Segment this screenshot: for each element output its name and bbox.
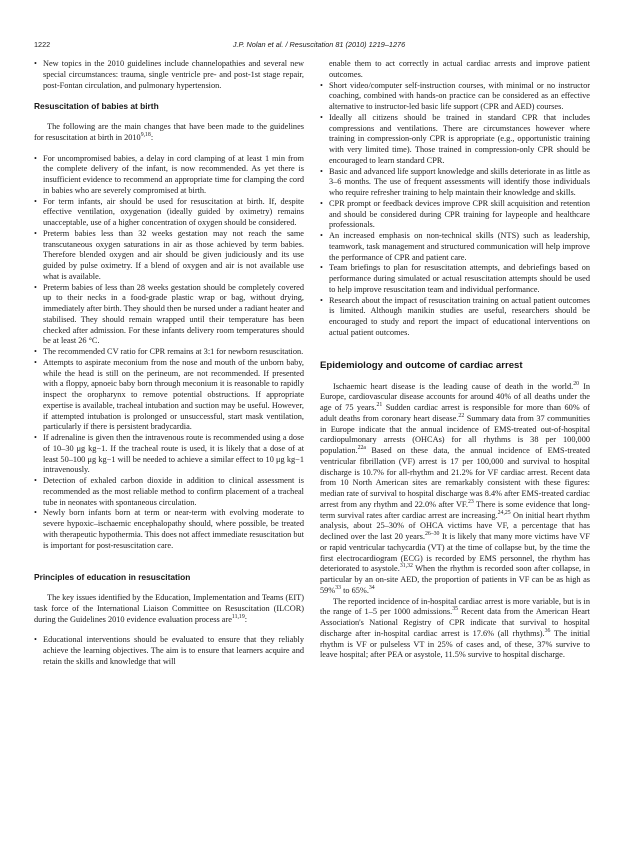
intro-list: [34, 59, 304, 91]
citation-ref: 34: [368, 584, 375, 591]
paragraph: The key issues identified by the Education, Implementation and Teams (EIT) task force of the International Liaison Committee on Resuscitation (ILCOR) during the Guidelines 2010 evidence evaluation process are$^{11,19}$:: [34, 593, 304, 624]
paragraph: Ischaemic heart disease is the leading cause of death in the world.$^{20}$ In Europe, cardiovascular disease accounts for around 40% of all deaths under the age of 75 years.$^{21}$ Sudden cardiac arrest is responsible for more than 60% of adult deaths from coronary heart disease.$^{22}$ Summary data from 37 communities in Europe indicate that the annual incidence of EMS-treated out-of-hospital cardiopulmonary arrests (OHCAs) for all rhythms is 38 per 100,000 population.$^{22a}$ Based on these data, the annual incidence of EMS-treated ventricular fibrillation (VF) arrest is 17 per 100,000 and survival to hospital discharge is 10.7% for all-rhythm and 21.2% for VF cardiac arrest. Recent data from 10 North American sites are remarkably consistent with these figures: median rate of survival to hospital discharge was 8.4% after EMS-treated cardiac arrest from any rhythm and 22.0% after VF.$^{23}$ There is some evidence that long-term survival rates after cardiac arrest are increasing.$^{24,25}$ On initial heart rhythm analysis, about 25–30% of OHCA victims have VF, a percentage that has declined over the last 20 years.$^{26-30}$ It is likely that many more victims have VF or rapid ventricular tachycardia (VT) at the time of collapse but, by the time the first electrocardiogram (ECG) is recorded by EMS personnel, the rhythm has deteriorated to asystole.$^{31,32}$ When the rhythm is recorded soon after collapse, in particular by an on-site AED, the proportion of patients in VF can be as high as 59%$^{33}$ to 65%.$^{34}$: [320, 380, 591, 595]
citation-ref: 23: [467, 498, 474, 505]
citation-ref: 9,18: [140, 131, 151, 138]
list-item: • Research about the impact of resuscitation training on actual patient outcomes is limited. Although manikin studies are useful, researchers should be encouraged to study and report the impact of educational interventions on actual patient outcomes.: [320, 296, 590, 339]
citation-ref: 36: [544, 627, 551, 634]
page-number: 1222: [34, 40, 51, 49]
left-column: [34, 59, 304, 668]
journal-reference: J.P. Nolan et al. / Resuscitation 81 (2010) 1219–1276: [232, 40, 406, 49]
citation-ref: 33: [335, 584, 342, 591]
list-item: • For uncompromised babies, a delay in cord clamping of at least 1 min from the complete delivery of the infant, is now recommended. As yet there is insufficient evidence to recommend an appropriate time for clamping the cord in babies who are severely compromised at birth.: [34, 154, 304, 197]
citation-ref: 24,25: [497, 509, 511, 516]
list-item: • Attempts to aspirate meconium from the nose and mouth of the unborn baby, while the head is still on the perineum, are not recommended. If presented with a floppy, apnoeic baby born through meconium it is reasonable to rapidly inspect the oropharynx to remove potential obstructions. If appropriate expertise is available, tracheal intubation and suction may be useful. However, if attempted intubation is prolonged or unsuccessful, start mask ventilation, particularly if there is persistent bradycardia.: [34, 358, 304, 433]
page-header: [34, 40, 604, 52]
list-item: • Educational interventions should be evaluated to ensure that they reliably achieve the learning objectives. The aim is to ensure that learners acquire and retain the skills and knowledge that will: [34, 635, 304, 667]
list-item: • Ideally all citizens should be trained in standard CPR that includes compressions and ventilations. There are circumstances however where training in compression-only CPR is appropriate (e.g., opportunistic training with very limited time). Those trained in compression-only CPR should be encouraged to learn standard CPR.: [320, 113, 590, 167]
citation-ref: 21: [376, 402, 383, 409]
list-item: • New topics in the 2010 guidelines include channelopathies and several new special circumstances: trauma, single ventricle pre- and post-1st stage repair, post-Fontan circulation, and pulmonary hypertension.: [34, 59, 304, 91]
citation-ref: 20: [573, 380, 580, 387]
list-item: • Preterm babies of less than 28 weeks gestation should be completely covered up to their necks in a food-grade plastic wrap or bag, without drying, immediately after birth. They should then be nursed under a radiant heater and stabilised. They should remain wrapped until their temperature has been checked after admission. For these infants delivery room temperatures should be at least 26 °C.: [34, 283, 304, 348]
list-item: • Detection of exhaled carbon dioxide in addition to clinical assessment is recommended as the most reliable method to confirm placement of a tracheal tube in neonates with spontaneous circulation.: [34, 476, 304, 508]
paragraph: The reported incidence of in-hospital cardiac arrest is more variable, but is in the range of 1–5 per 1000 admissions.$^{35}$ Recent data from the American Heart Association's National Registry of CPR indicate that survival to hospital discharge after in-hospital cardiac arrest is 17.6% (all rhythms).$^{36}$ The initial rhythm is VF or pulseless VT in 25% of cases and, of these, 37% survive to leave hospital; after PEA or asystole, 11.5% survive to hospital discharge.: [320, 596, 590, 660]
citation-ref: 31,32: [399, 563, 413, 570]
list-item: • For term infants, air should be used for resuscitation at birth. If, despite effective ventilation, oxygenation (ideally guided by oximetry) remains unacceptable, use of a higher concentration of oxygen should be considered.: [34, 197, 304, 229]
citation-ref: 22: [458, 412, 465, 419]
right-column: [320, 59, 590, 661]
list-item: • The recommended CV ratio for CPR remains at 3:1 for newborn resuscitation.: [34, 347, 304, 358]
education-list-continued: [320, 81, 590, 339]
paragraph-continuation: enable them to act correctly in actual cardiac arrests and improve patient outcomes.: [329, 59, 590, 79]
list-item: • CPR prompt or feedback devices improve CPR skill acquisition and retention and should be considered during CPR training for laypeople and healthcare professionals.: [320, 199, 590, 231]
citation-ref: 22a: [357, 445, 366, 452]
birth-list: [34, 154, 304, 552]
citation-ref: 35: [452, 606, 459, 613]
citation-ref: 26–30: [424, 531, 440, 538]
education-list: [34, 635, 304, 667]
section-heading-birth: Resuscitation of babies at birth: [34, 101, 159, 112]
list-item: • If adrenaline is given then the intravenous route is recommended using a dose of 10–30 μg kg−1. If the tracheal route is used, it is likely that a dose of at least 50–100 μg kg−1 will be needed to achieve a similar effect to 10 μg kg−1 intravenously.: [34, 433, 304, 476]
list-item: • Preterm babies less than 32 weeks gestation may not reach the same transcutaneous oxygen saturations in air as those achieved by term babies. Therefore blended oxygen and air should be given judiciously and its use guided by pulse oximetry. If a blend of oxygen and air is not available use what is available.: [34, 229, 304, 283]
section-heading-education: Principles of education in resuscitation: [34, 572, 191, 583]
section-heading-epidemiology: Epidemiology and outcome of cardiac arrest: [320, 359, 523, 371]
list-item: • Team briefings to plan for resuscitation attempts, and debriefings based on performance during simulated or actual resuscitation attempts should be used to help improve resuscitation team and individual performance.: [320, 263, 590, 295]
list-item: • Short video/computer self-instruction courses, with minimal or no instructor coaching, combined with hands-on practice can be considered as an effective alternative to instructor-led basic life support (CPR and AED) courses.: [320, 81, 590, 113]
paragraph: The following are the main changes that have been made to the guidelines for resuscitation at birth in 2010$^{9,18}$:: [34, 122, 304, 142]
citation-ref: 11,19: [231, 613, 245, 620]
list-item: • An increased emphasis on non-technical skills (NTS) such as leadership, teamwork, task management and structured communication will help improve the performance of CPR and patient care.: [320, 231, 590, 263]
list-item: • Newly born infants born at term or near-term with evolving moderate to severe hypoxic–ischaemic encephalopathy should, where possible, be treated with therapeutic hypothermia. This does not affect immediate resuscitation but is important for post-resuscitation care.: [34, 508, 304, 551]
list-item: • Basic and advanced life support knowledge and skills deteriorate in as little as 3–6 months. The use of frequent assessments will identify those individuals who require refresher training to help maintain their knowledge and skills.: [320, 167, 590, 199]
